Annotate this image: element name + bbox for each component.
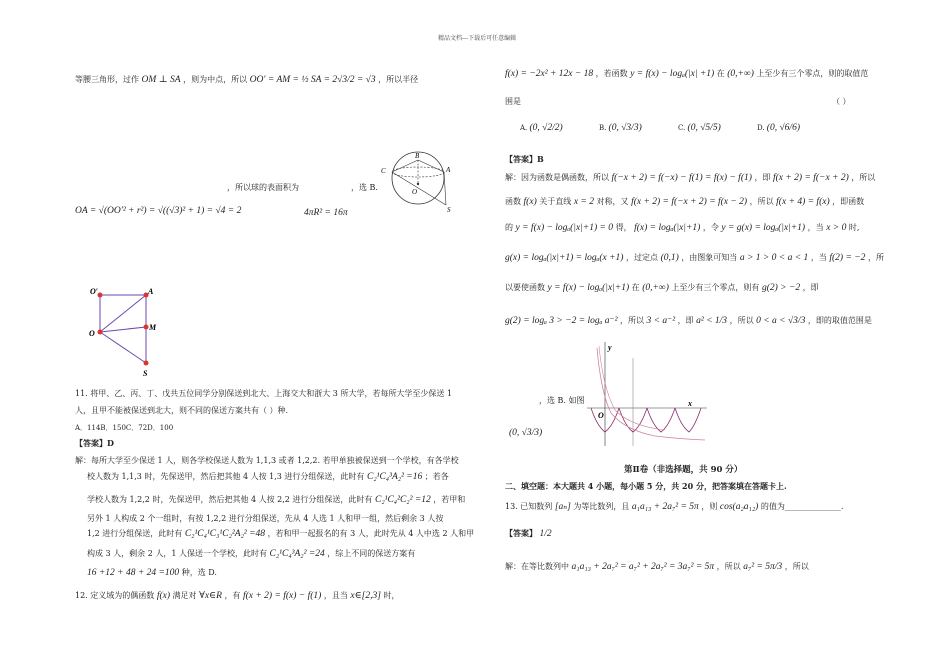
function-graph	[585, 338, 710, 450]
fig-label-m: M	[149, 323, 157, 332]
q11-solution-3	[87, 494, 465, 505]
q11-answer: 【答案】D	[75, 438, 114, 448]
formula: x∈[2,3]	[350, 591, 381, 601]
text: 在	[631, 283, 640, 292]
q13-solution	[505, 561, 809, 572]
formula: f(x + 2) = f(x) − f(1)	[242, 591, 322, 601]
text: ，当	[810, 253, 827, 262]
left-line-2	[227, 182, 299, 193]
text: ，所以	[716, 562, 741, 571]
formula: 0 < a < √3/3	[756, 316, 806, 326]
text: 的值为______________.	[760, 502, 844, 511]
text: ，所以	[619, 316, 644, 325]
sphere-label-c: C	[381, 167, 386, 175]
formula-oa: OA = √(OO′² + r²) = √((√3)² + 1) = √4 = 2	[75, 206, 242, 216]
option-c-label: C.	[677, 124, 686, 132]
formula: 16 +12 + 48 + 24 =100	[87, 568, 180, 578]
formula: [aₙ]	[554, 502, 571, 512]
right-line-1	[505, 68, 868, 79]
formula: a > 1 > 0 < a < 1	[739, 253, 809, 263]
option-a: (0, √2/2)	[529, 123, 563, 133]
text: ，则为中点，所以	[183, 75, 248, 84]
formula: a₁a₁₃ + 2a₇² = 5π	[631, 502, 699, 512]
text: 关于直线	[539, 197, 572, 206]
formula: f(−x + 2) = f(−x) − f(1) = f(x) − f(1)	[611, 173, 752, 183]
text: ，即的取值范围是	[807, 316, 872, 325]
text: ，所以	[851, 173, 876, 182]
formula: a² < 1/3	[696, 316, 728, 326]
text: 以要使函数	[505, 283, 545, 292]
formula: C₂¹C₄¹C₃¹C₂²A₂² =48	[184, 529, 266, 539]
formula: g(2) = logₐ 3 > −2 = logₐ a⁻²	[505, 316, 618, 326]
formula: OM ⊥ SA	[141, 75, 181, 85]
q11-solution-6	[87, 548, 415, 559]
text: ，所以	[749, 197, 774, 206]
q11-solution-1: 解：每所大学至少保送 1 人，则各学校保送人数为 1,1,3 或者 1,2,2. 若甲单独被保送到一个学校，有各学校	[75, 456, 459, 465]
text: 上至少有三个零点，则有	[671, 283, 760, 292]
text: ，所以	[784, 562, 809, 571]
graph-label-x: x	[688, 399, 692, 408]
q11-options: A．114B．150C．72D．100	[75, 424, 174, 432]
q12-answer: 【答案】B	[505, 154, 544, 164]
answer-value: 1/2	[539, 529, 552, 539]
formula: (0,+∞)	[727, 69, 754, 79]
text: 的	[505, 223, 513, 232]
text: 解：在等比数列中	[505, 562, 569, 571]
q12-sol-1	[505, 172, 875, 183]
text: ，若甲和	[433, 495, 466, 504]
fig-label-oprime: O′	[90, 287, 99, 296]
formula: y = f(x) − logₐ(|x|+1) = 0	[515, 223, 614, 233]
text: 1,2 进行分组保送，此时有	[87, 529, 183, 538]
option-d: (0, √6/6)	[766, 123, 800, 133]
q13-line	[505, 501, 843, 512]
text: 构成 3 人，剩余 2 人，1 人保送一个学校，此时有	[87, 549, 267, 558]
text: ，所以球的表面积为	[227, 183, 299, 192]
text: ，由图象可知当	[681, 253, 738, 262]
options-row	[520, 123, 800, 133]
q11-line-1: 11. 将甲、乙、丙、丁、戊共五位同学分别保送到北大、上海交大和浙大 3 所大学，若每所大学至少保送 1	[75, 389, 453, 398]
sphere-label-b: B	[415, 152, 420, 160]
text: ，若和甲一起报名的有 3 人，此时先从 4 人中选 2 人和甲	[267, 529, 475, 538]
text: 在	[716, 69, 725, 78]
formula: f(x + 4) = f(x)	[776, 197, 830, 207]
formula: y = f(x) − logₐ(|x|+1)	[547, 283, 630, 293]
q12-sol-6	[505, 315, 872, 326]
option-a-label: A.	[520, 124, 528, 132]
formula: (0,1)	[660, 253, 679, 263]
formula: f(x) = logₐ(|x|+1)	[634, 223, 701, 233]
text: 得，	[615, 223, 632, 232]
text: 等腰三角形，过作	[75, 75, 139, 84]
formula: C₂¹C₄³A₂² =24	[269, 549, 325, 559]
text: ，过定点	[626, 253, 659, 262]
graph-label-y: y	[608, 343, 612, 352]
text: 为等比数列，且	[573, 502, 630, 511]
text: ，即函数	[832, 197, 865, 206]
formula: f(x + 2) = f(−x + 2) = f(x − 2)	[631, 197, 748, 207]
sphere-label-a: A	[446, 166, 451, 174]
text: 满足对	[172, 591, 197, 600]
fig-label-o: O	[89, 329, 95, 338]
q12-sol-4	[505, 252, 884, 263]
formula: (0,+∞)	[642, 283, 669, 293]
answer-label: 【答案】	[505, 528, 537, 538]
q12-sol-3	[505, 222, 859, 233]
text: ，且当	[323, 591, 348, 600]
formula: f(x + 2) = f(−x + 2)	[773, 173, 849, 183]
text: 时,	[848, 223, 860, 232]
formula: C₂¹C₄³A₂² =16	[366, 472, 423, 482]
q12-sol-2	[505, 196, 864, 207]
formula: a₁a₁₃ + 2a₇² = a₇² + 2a₇² = 3a₇² = 5π	[571, 562, 715, 572]
text: 学校人数为 1,2,2 时，先保送甲，然后把其他 4 人按 2,2 进行分组保送，此时有	[87, 495, 373, 504]
text: 种，选 D.	[181, 568, 217, 577]
option-b: (0, √3/3)	[608, 123, 642, 133]
fig-label-a: A	[148, 287, 154, 296]
q12-sol-5	[505, 282, 819, 293]
text: 校人数为 1,1,3 时，先保送甲，然后把其他 4 人按 1,3 进行分组保送，此时有	[87, 472, 365, 481]
sphere-figure	[378, 150, 458, 215]
formula: ∀x∈R	[199, 591, 222, 601]
formula: f(x)	[523, 197, 537, 207]
formula: 3 < a⁻²	[646, 316, 676, 326]
sphere-label-s: S	[447, 206, 451, 214]
text: ，所以半径	[378, 75, 419, 84]
text: ，即	[802, 283, 819, 292]
text: ，若函数	[595, 69, 628, 78]
option-d-label: D.	[756, 124, 765, 132]
q12-sol-7: ，选 B. 如图	[539, 396, 585, 405]
part-two-title: 第Ⅱ卷（非选择题，共 90 分）	[624, 465, 743, 475]
text: 解：因为函数是偶函数，所以	[505, 173, 609, 182]
formula: x = 2	[573, 197, 594, 207]
graph-label-o: O	[598, 411, 604, 420]
text: 12. 定义域为的偶函数	[75, 591, 155, 600]
text: ，有	[224, 591, 241, 600]
text: 时，	[383, 591, 400, 600]
text: ，综上不同的保送方案有	[327, 549, 416, 558]
right-line-2b: （ ）	[832, 97, 851, 106]
text: ，即	[754, 173, 771, 182]
q12-line-1	[75, 590, 399, 601]
q11-solution-2	[87, 471, 449, 482]
right-line-2: 围是	[505, 97, 521, 106]
text: 上至少有三个零点，则的取值范	[756, 69, 869, 78]
formula: g(2) > −2	[761, 283, 801, 293]
q11-solution-4: 另外 1 人构成 2 个一组时，有按 1,2,2 进行分组保送，先从 4 人选 1 人和甲一组，然后剩余 3 人按	[87, 514, 444, 523]
formula-surface: 4πR² = 16π	[304, 208, 348, 218]
formula: g(x) = logₐ(|x|+1) = logₐ(x +1)	[505, 253, 624, 263]
q11-solution-7	[87, 567, 217, 578]
text: 函数	[505, 197, 521, 206]
q11-solution-5	[87, 528, 474, 539]
text: ，所以	[729, 316, 754, 325]
text: ，令	[702, 223, 719, 232]
formula: y = g(x) = logₐ(|x|+1)	[721, 223, 806, 233]
option-b-label: B.	[598, 124, 607, 132]
q11-line-2: 人，且甲不能被保送到北大，则不同的保送方案共有（ ）种.	[75, 406, 289, 415]
left-line-1	[75, 74, 418, 85]
text: ，所	[867, 253, 884, 262]
formula: x > 0	[826, 223, 847, 233]
text: ，当	[807, 223, 824, 232]
text: 对称，又	[596, 197, 629, 206]
geometry-figure	[88, 285, 158, 380]
option-c: (0, √5/5)	[687, 123, 721, 133]
q12-range: (0, √3/3)	[509, 428, 543, 438]
formula: f(x)	[156, 591, 170, 601]
text: ，即	[677, 316, 694, 325]
formula: f(2) = −2	[829, 253, 866, 263]
page-header: 精品文档---下载后可任意编辑	[438, 35, 517, 42]
text: 13. 已知数列	[505, 502, 553, 511]
formula: y = f(x) − logₐ(|x| +1)	[630, 69, 715, 79]
formula: C₂¹C₄²C₂² =12	[374, 495, 431, 505]
text: ，则	[701, 502, 718, 511]
text: ；若各	[424, 472, 449, 481]
q13-answer	[505, 528, 552, 539]
section-two-title: 二、填空题：本大题共 4 小题，每小题 5 分，共 20 分，把答案填在答题卡上.	[505, 481, 787, 491]
sphere-label-o: O	[412, 188, 418, 196]
formula: OO′ = AM = ½ SA = 2√3/2 = √3	[249, 75, 376, 85]
formula: f(x) = −2x² + 12x − 18	[505, 69, 594, 79]
fig-label-s: S	[143, 369, 148, 378]
left-line-2b: ，选 B.	[351, 183, 378, 192]
formula: a₇² = 5π/3	[743, 562, 783, 572]
formula: cos(a₂a₁₂)	[719, 502, 759, 512]
